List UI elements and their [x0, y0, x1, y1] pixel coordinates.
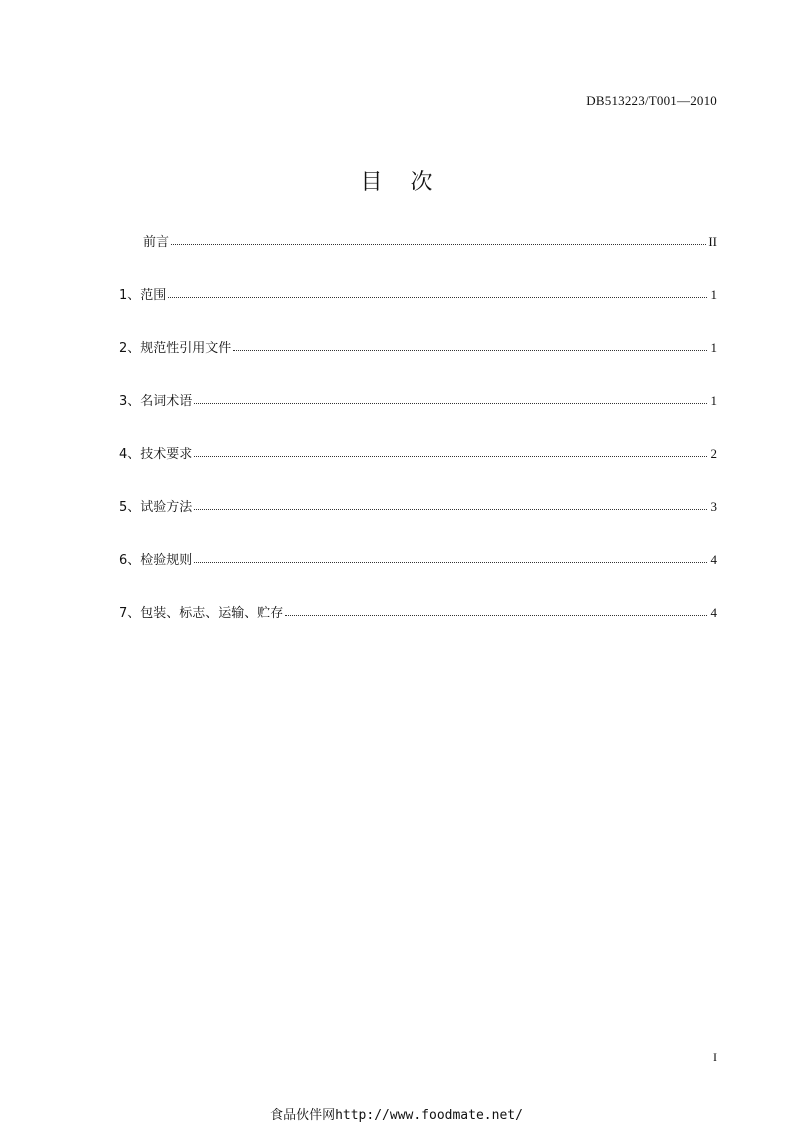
document-code: DB513223/T001—2010 — [586, 93, 717, 108]
toc-list — [119, 229, 717, 653]
toc-entry-label: 前言 — [143, 235, 170, 250]
toc-dot-leader — [194, 402, 707, 404]
toc-dot-leader — [194, 455, 707, 457]
toc-entry-page: 1 — [710, 287, 717, 302]
toc-entry-label: 3、名词术语 — [119, 394, 193, 409]
toc-entry-page: 2 — [710, 446, 717, 461]
toc-entry-technical-requirements[interactable] — [119, 441, 717, 462]
toc-entry-page: 3 — [710, 499, 717, 514]
toc-entry-terms[interactable] — [119, 388, 717, 409]
toc-entry-page: 4 — [710, 605, 717, 620]
toc-dot-leader — [194, 561, 707, 563]
toc-entry-packaging[interactable] — [119, 600, 717, 621]
toc-entry-label: 2、规范性引用文件 — [119, 341, 232, 356]
toc-entry-page: 1 — [710, 340, 717, 355]
toc-entry-label: 5、试验方法 — [119, 500, 193, 515]
toc-dot-leader — [168, 296, 707, 298]
toc-entry-normative-references[interactable] — [119, 335, 717, 356]
toc-entry-label: 7、包装、标志、运输、贮存 — [119, 606, 284, 621]
toc-title: 目 次 — [360, 170, 433, 195]
toc-entry-page: 1 — [710, 393, 717, 408]
toc-entry-test-methods[interactable] — [119, 494, 717, 515]
toc-entry-inspection-rules[interactable] — [119, 547, 717, 568]
toc-entry-page: 4 — [710, 552, 717, 567]
toc-entry-page: II — [708, 234, 717, 249]
footer-site-url[interactable]: http://www.foodmate.net/ — [335, 1108, 523, 1123]
toc-dot-leader — [171, 243, 706, 245]
toc-entry-label: 6、检验规则 — [119, 553, 193, 568]
toc-dot-leader — [194, 508, 707, 510]
toc-entry-label: 4、技术要求 — [119, 447, 193, 462]
footer-site-name: 食品伙伴网 — [270, 1108, 336, 1123]
page-number: I — [713, 1050, 717, 1064]
toc-entry-label: 1、范围 — [119, 288, 167, 303]
footer-watermark — [0, 1104, 793, 1123]
toc-entry-foreword[interactable] — [119, 229, 717, 250]
toc-dot-leader — [233, 349, 707, 351]
toc-entry-scope[interactable] — [119, 282, 717, 303]
toc-dot-leader — [285, 614, 707, 616]
